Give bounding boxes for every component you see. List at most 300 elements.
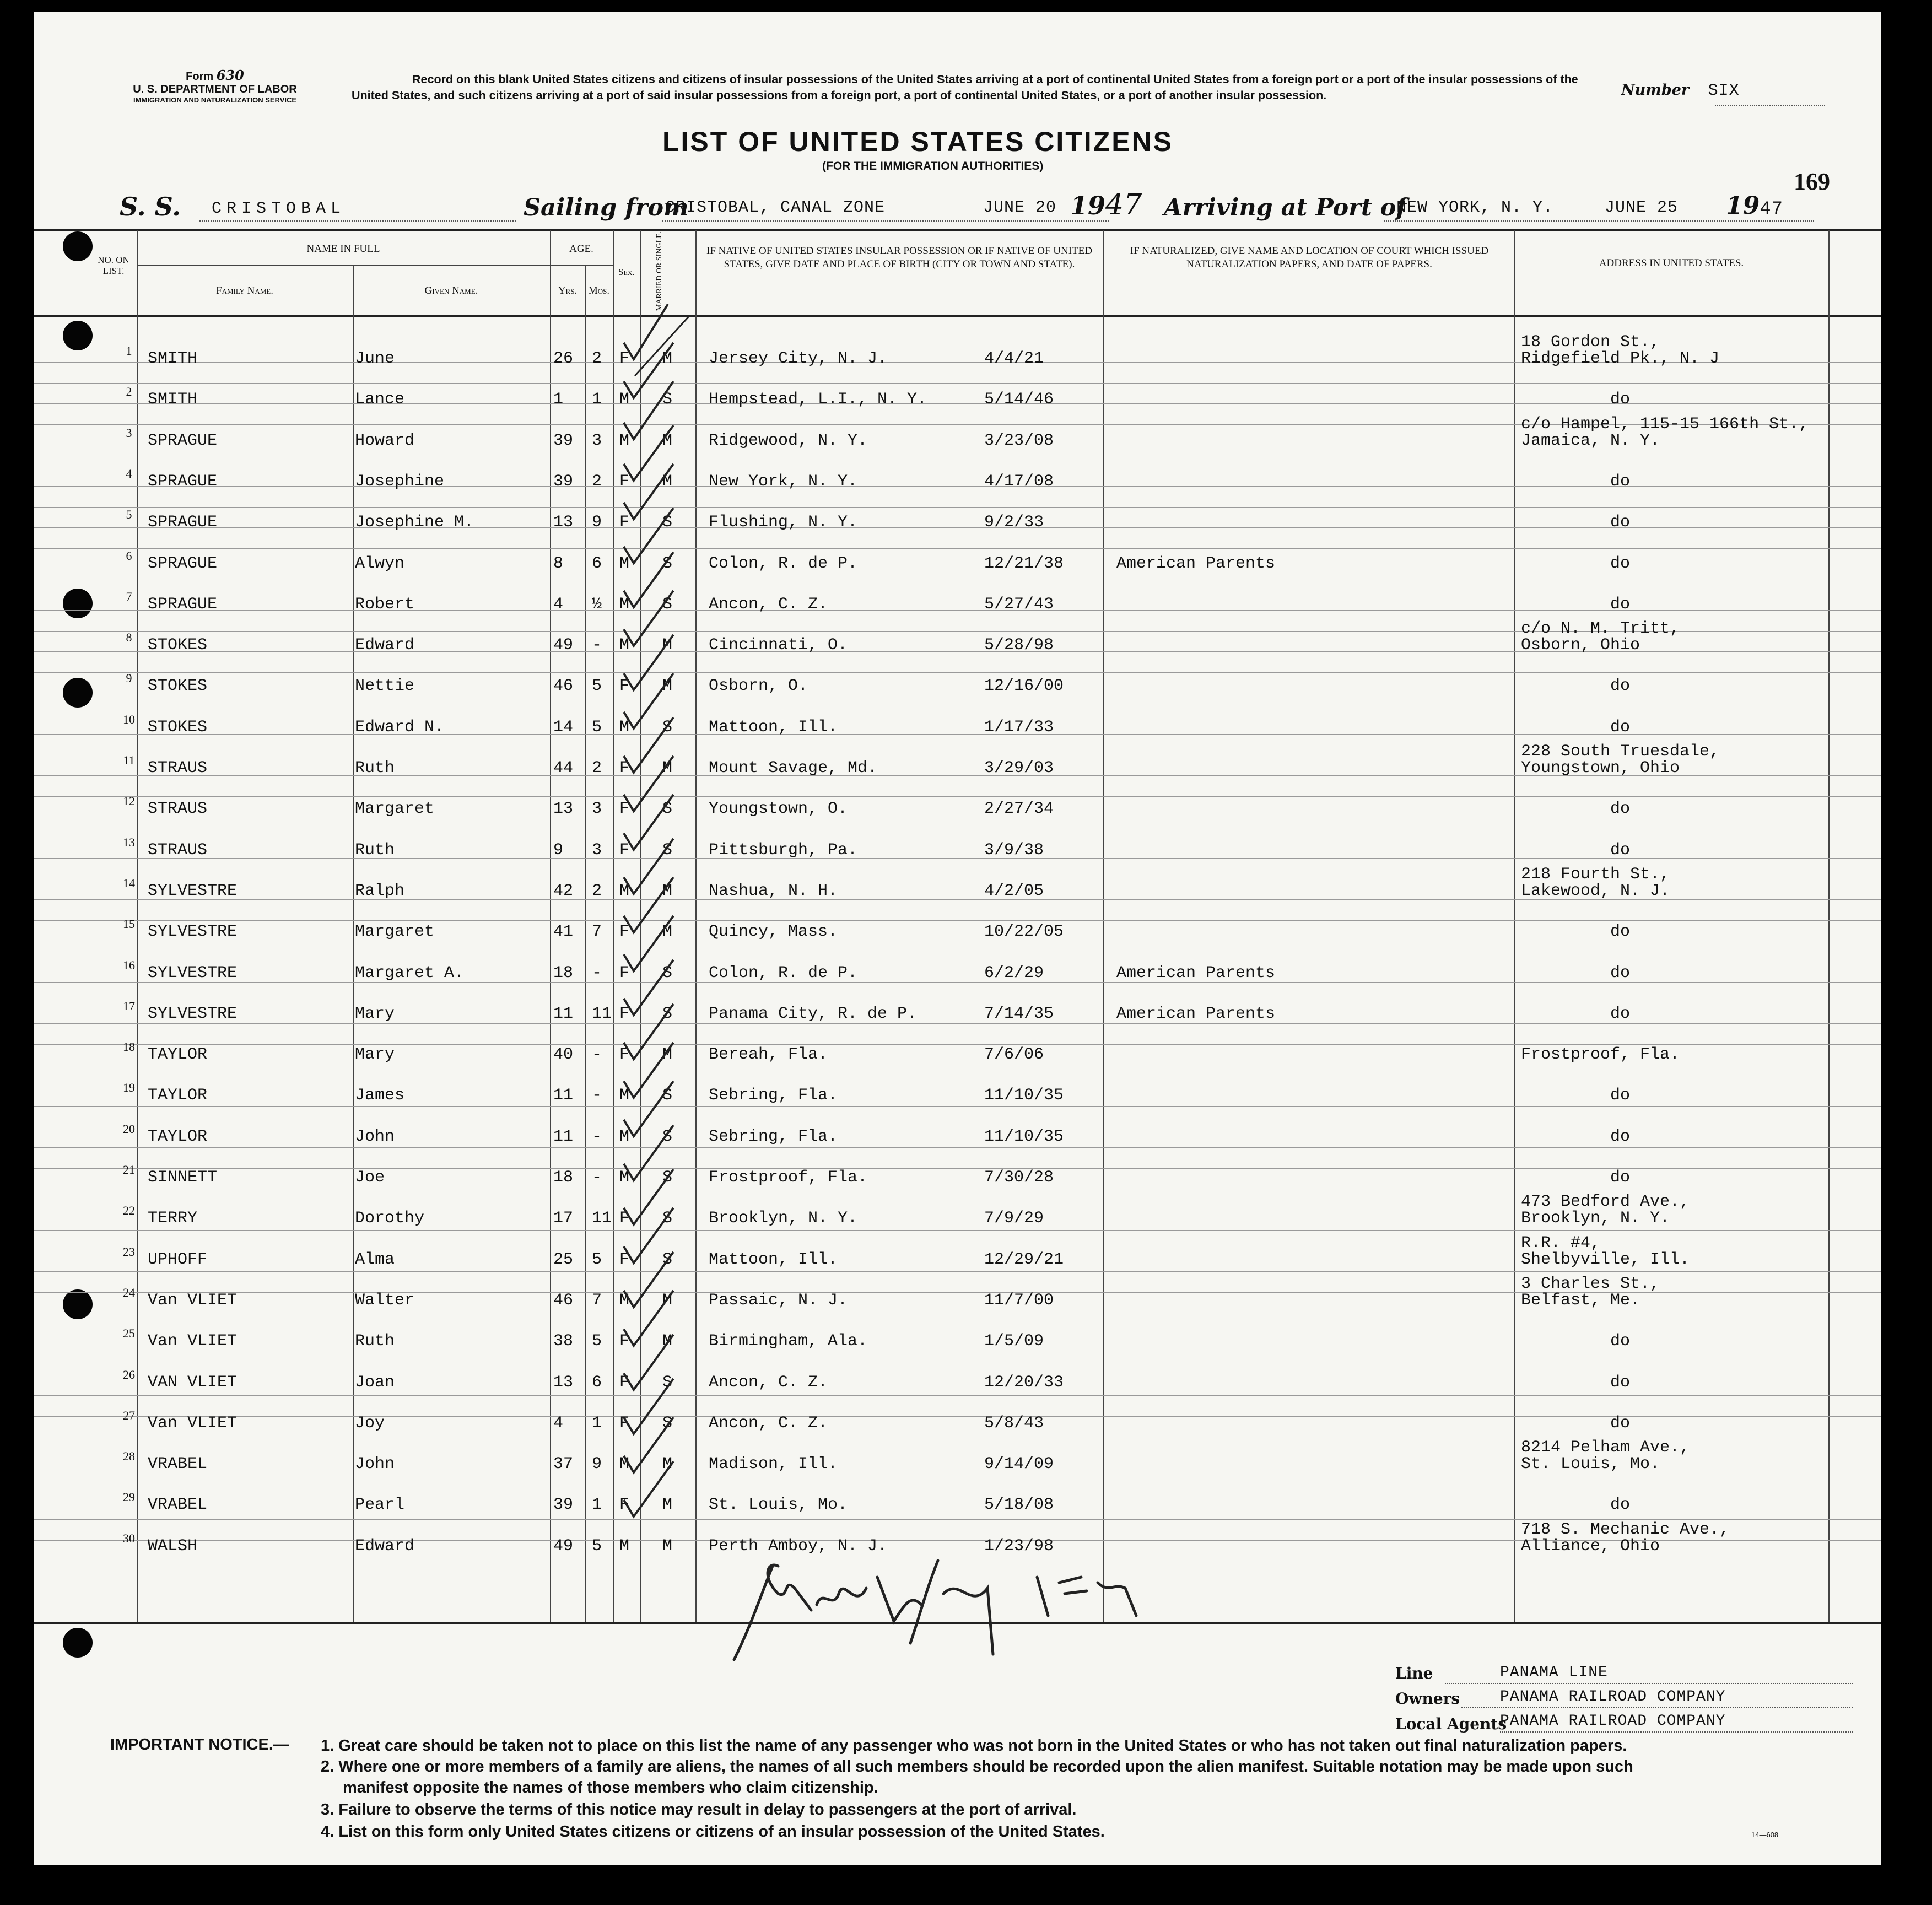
ruled-line — [34, 403, 1881, 404]
arriving-year-prefix: 19 — [1726, 192, 1760, 220]
row-sex: F — [619, 472, 630, 491]
row-family: STRAUS — [148, 759, 208, 778]
row-no: 1 — [126, 344, 132, 358]
ruled-line — [34, 507, 1881, 508]
row-addr1: 8214 Pelham Ave., — [1521, 1438, 1690, 1458]
row-yrs: 17 — [553, 1209, 574, 1228]
row-addr2: Belfast, Me. — [1521, 1291, 1640, 1310]
row-date: 6/2/29 — [984, 963, 1044, 983]
row-addr2: Alliance, Ohio — [1521, 1536, 1660, 1556]
row-ms: M — [662, 1496, 673, 1515]
ss-label: S. S. — [120, 192, 181, 222]
row-family: TERRY — [148, 1209, 198, 1228]
row-mos: 5 — [592, 1536, 602, 1556]
row-no: 18 — [123, 1040, 135, 1054]
notice-4: 4. List on this form only United States citizens or citizens of an insular possession of the United States. — [321, 1823, 1105, 1841]
row-sex: F — [619, 1496, 630, 1515]
line-underline — [1445, 1683, 1853, 1684]
row-yrs: 18 — [553, 963, 574, 983]
row-addr2: Lakewood, N. J. — [1521, 881, 1670, 900]
row-addr2: do — [1610, 595, 1631, 614]
row-given: Joe — [355, 1168, 385, 1187]
number-label: Number — [1621, 82, 1690, 99]
row-ms: M — [662, 1455, 673, 1474]
row-date: 10/22/05 — [984, 922, 1064, 942]
row-date: 5/28/98 — [984, 636, 1054, 655]
row-place: Ancon, C. Z. — [709, 1413, 828, 1433]
row-addr2: Youngstown, Ohio — [1521, 759, 1680, 778]
row-ms: S — [662, 513, 673, 532]
row-mos: 2 — [592, 759, 602, 778]
row-mos: 7 — [592, 922, 602, 942]
form-code: 14—608 — [1751, 1831, 1779, 1839]
row-yrs: 14 — [553, 717, 574, 737]
row-given: Margaret — [355, 922, 435, 942]
page-subtitle: (FOR THE IMMIGRATION AUTHORITIES) — [822, 160, 1044, 172]
row-ms: M — [662, 431, 673, 450]
row-given: Lance — [355, 390, 405, 409]
department-name: U. S. DEPARTMENT OF LABOR — [133, 83, 297, 95]
ruled-line — [34, 1044, 1881, 1045]
row-sex: M — [619, 881, 630, 900]
row-mos: 2 — [592, 472, 602, 491]
row-addr2: do — [1610, 1086, 1631, 1105]
row-family: SPRAGUE — [148, 595, 218, 614]
notice-3: 3. Failure to observe the terms of this notice may result in delay to passengers at the port of arrival. — [321, 1801, 1077, 1818]
row-yrs: 11 — [553, 1086, 574, 1105]
row-yrs: 41 — [553, 922, 574, 942]
row-date: 12/20/33 — [984, 1373, 1064, 1392]
row-ms: M — [662, 472, 673, 491]
col-header-married: MARRIED OR SINGLE. — [655, 231, 663, 311]
row-ms: M — [662, 677, 673, 696]
row-addr2: do — [1610, 1413, 1631, 1433]
row-date: 7/14/35 — [984, 1004, 1054, 1023]
row-date: 2/27/34 — [984, 800, 1054, 819]
notice-2a: 2. Where one or more members of a family are aliens, the names of all such members should be recorded upon the alien manifest. Suitable notation may be made upon such — [321, 1758, 1633, 1776]
row-ms: S — [662, 554, 673, 573]
row-sex: M — [619, 1127, 630, 1146]
age-subheader-rule — [550, 265, 613, 266]
row-yrs: 4 — [553, 1413, 564, 1433]
row-family: SPRAGUE — [148, 431, 218, 450]
ruled-line — [34, 920, 1881, 921]
service-name: IMMIGRATION AND NATURALIZATION SERVICE — [133, 96, 297, 104]
row-sex: F — [619, 1045, 630, 1065]
table-top-rule — [34, 229, 1881, 231]
row-addr2: do — [1610, 1373, 1631, 1392]
row-yrs: 8 — [553, 554, 564, 573]
number-field — [1621, 82, 1740, 100]
row-addr1: 18 Gordon St., — [1521, 333, 1660, 352]
row-sex: M — [619, 1291, 630, 1310]
row-addr1: c/o Hampel, 115-15 166th St., — [1521, 414, 1809, 434]
row-ms: S — [662, 1250, 673, 1269]
row-no: 15 — [123, 917, 135, 931]
row-given: Edward N. — [355, 717, 445, 737]
row-yrs: 42 — [553, 881, 574, 900]
row-sex: F — [619, 963, 630, 983]
row-date: 3/9/38 — [984, 840, 1044, 860]
row-date: 12/29/21 — [984, 1250, 1064, 1269]
row-family: VRABEL — [148, 1455, 208, 1474]
row-family: TAYLOR — [148, 1086, 208, 1105]
row-addr2: do — [1610, 963, 1631, 983]
ruled-line — [34, 1395, 1881, 1396]
row-date: 3/23/08 — [984, 431, 1054, 450]
row-family: SYLVESTRE — [148, 1004, 238, 1023]
row-place: Bereah, Fla. — [709, 1045, 828, 1065]
col-header-name: NAME IN FULL — [306, 243, 380, 255]
col-rule — [353, 265, 354, 1622]
row-no: 12 — [123, 794, 135, 808]
row-family: SPRAGUE — [148, 472, 218, 491]
row-ms: S — [662, 1373, 673, 1392]
ruled-line — [34, 734, 1881, 735]
row-addr1: 218 Fourth St., — [1521, 865, 1670, 884]
row-mos: 3 — [592, 800, 602, 819]
row-place: Youngstown, O. — [709, 800, 848, 819]
manifest-page — [34, 12, 1881, 1865]
ruled-line — [34, 796, 1881, 797]
row-no: 27 — [123, 1408, 135, 1422]
row-yrs: 49 — [553, 636, 574, 655]
row-mos: ½ — [592, 595, 602, 614]
row-no: 29 — [123, 1490, 135, 1504]
row-yrs: 18 — [553, 1168, 574, 1187]
row-ms: S — [662, 800, 673, 819]
ruled-line — [34, 383, 1881, 384]
ruled-line — [34, 610, 1881, 611]
row-no: 9 — [126, 671, 132, 686]
header-bottom-rule — [34, 315, 1881, 317]
row-place: Mattoon, Ill. — [709, 1250, 838, 1269]
row-yrs: 39 — [553, 472, 574, 491]
row-mos: 6 — [592, 554, 602, 573]
row-mos: 9 — [592, 1455, 602, 1474]
row-addr2: Brooklyn, N. Y. — [1521, 1209, 1670, 1228]
col-header-family: Family Name. — [216, 285, 273, 296]
row-no: 6 — [126, 548, 132, 563]
row-mos: - — [592, 636, 602, 655]
row-mos: 1 — [592, 1496, 602, 1515]
row-place: Colon, R. de P. — [709, 554, 858, 573]
row-addr2: Frostproof, Fla. — [1521, 1045, 1680, 1065]
row-mos: 11 — [592, 1209, 612, 1228]
row-no: 3 — [126, 425, 132, 440]
row-addr2: do — [1610, 1168, 1631, 1187]
row-ms: S — [662, 595, 673, 614]
line-field — [1395, 1664, 1433, 1682]
row-place: Quincy, Mass. — [709, 922, 838, 942]
row-ms: S — [662, 963, 673, 983]
row-place: New York, N. Y. — [709, 472, 858, 491]
arriving-year-suffix: 47 — [1760, 199, 1784, 220]
row-place: Hempstead, L.I., N. Y. — [709, 390, 927, 409]
col-header-given: Given Name. — [424, 285, 478, 296]
row-given: Ralph — [355, 881, 405, 900]
row-yrs: 39 — [553, 431, 574, 450]
row-sex: M — [619, 1536, 630, 1556]
row-given: June — [355, 349, 395, 368]
row-date: 4/4/21 — [984, 349, 1044, 368]
row-date: 5/18/08 — [984, 1496, 1054, 1515]
row-mos: 1 — [592, 390, 602, 409]
row-place: St. Louis, Mo. — [709, 1496, 848, 1515]
row-given: Josephine — [355, 472, 445, 491]
row-place: Sebring, Fla. — [709, 1086, 838, 1105]
row-addr2: do — [1610, 677, 1631, 696]
row-given: Ruth — [355, 840, 395, 860]
intro-text: Record on this blank United States citizens and citizens of insular possessions of the United States arriving at a port of continental United States from a foreign port or a port of the insular possessions of the United States, and such citizens arriving at a port of said insular possessions from a foreign port, a port of continental United States, or a port of another insular possession. — [352, 73, 1578, 102]
handwritten-check-marks — [618, 282, 728, 1616]
row-family: VRABEL — [148, 1496, 208, 1515]
row-ms: S — [662, 1413, 673, 1433]
row-addr1: R.R. #4, — [1521, 1233, 1601, 1253]
row-ms: M — [662, 349, 673, 368]
number-value: SIX — [1708, 82, 1740, 100]
row-mos: 9 — [592, 513, 602, 532]
row-addr2: Ridgefield Pk., N. J — [1521, 349, 1720, 368]
row-place: Mattoon, Ill. — [709, 717, 838, 737]
line-label: Line — [1395, 1664, 1433, 1682]
row-family: SYLVESTRE — [148, 881, 238, 900]
row-nat: American Parents — [1116, 963, 1276, 983]
row-no: 16 — [123, 958, 135, 972]
row-place: Nashua, N. H. — [709, 881, 838, 900]
row-given: Margaret — [355, 800, 435, 819]
row-ms: M — [662, 636, 673, 655]
row-addr2: Osborn, Ohio — [1521, 636, 1640, 655]
row-no: 25 — [123, 1326, 135, 1341]
col-header-no: NO. ON LIST. — [98, 255, 129, 276]
row-family: VAN VLIET — [148, 1373, 238, 1392]
row-place: Frostproof, Fla. — [709, 1168, 868, 1187]
col-header-age: AGE. — [569, 243, 593, 255]
row-no: 5 — [126, 508, 132, 522]
row-ms: M — [662, 1291, 673, 1310]
row-date: 11/10/35 — [984, 1086, 1064, 1105]
sailing-date: JUNE 20 — [983, 198, 1057, 217]
row-no: 24 — [123, 1285, 135, 1299]
row-family: SYLVESTRE — [148, 922, 238, 942]
row-family: STOKES — [148, 677, 208, 696]
row-no: 19 — [123, 1081, 135, 1095]
inspector-signature — [728, 1544, 1158, 1671]
row-no: 22 — [123, 1204, 135, 1218]
notice-2b: manifest opposite the names of those members who claim citizenship. — [343, 1779, 878, 1796]
row-mos: - — [592, 1168, 602, 1187]
sailing-year — [1070, 188, 1142, 222]
row-place: Perth Amboy, N. J. — [709, 1536, 888, 1556]
row-yrs: 39 — [553, 1496, 574, 1515]
col-rule — [585, 265, 586, 1622]
form-number: 630 — [216, 67, 244, 83]
ruled-line — [34, 527, 1881, 528]
row-sex: F — [619, 1250, 630, 1269]
row-date: 11/7/00 — [984, 1291, 1054, 1310]
row-mos: 11 — [592, 1004, 612, 1023]
row-family: Van VLIET — [148, 1332, 238, 1351]
col-rule — [1514, 230, 1515, 1622]
row-sex: M — [619, 1455, 630, 1474]
row-sex: F — [619, 677, 630, 696]
ruled-line — [34, 858, 1881, 859]
row-place: Pittsburgh, Pa. — [709, 840, 858, 860]
ruled-line — [34, 548, 1881, 549]
row-place: Birmingham, Ala. — [709, 1332, 868, 1351]
row-date: 7/6/06 — [984, 1045, 1044, 1065]
row-addr2: do — [1610, 800, 1631, 819]
row-yrs: 1 — [553, 390, 564, 409]
sailing-year-prefix: 19 — [1070, 191, 1106, 220]
row-place: Colon, R. de P. — [709, 963, 858, 983]
row-yrs: 46 — [553, 1291, 574, 1310]
punch-hole — [63, 1289, 93, 1319]
row-family: SMITH — [148, 390, 198, 409]
row-sex: M — [619, 636, 630, 655]
row-addr2: St. Louis, Mo. — [1521, 1455, 1660, 1474]
row-no: 4 — [126, 466, 132, 481]
row-yrs: 4 — [553, 595, 564, 614]
row-date: 3/29/03 — [984, 759, 1054, 778]
row-yrs: 40 — [553, 1045, 574, 1065]
row-no: 17 — [123, 999, 135, 1013]
sailing-year-suffix: 47 — [1105, 188, 1142, 222]
col-rule — [550, 230, 551, 1622]
row-addr2: Jamaica, N. Y. — [1521, 431, 1660, 450]
row-place: Jersey City, N. J. — [709, 349, 888, 368]
ship-underline — [199, 220, 516, 222]
row-date: 4/17/08 — [984, 472, 1054, 491]
punch-hole — [63, 1628, 93, 1658]
row-given: Nettie — [355, 677, 415, 696]
row-mos: 5 — [592, 1250, 602, 1269]
row-sex: F — [619, 840, 630, 860]
row-no: 30 — [123, 1531, 135, 1545]
col-header-address: ADDRESS IN UNITED STATES. — [1599, 257, 1744, 269]
row-mos: - — [592, 1127, 602, 1146]
col-header-sex: Sex. — [618, 267, 635, 277]
col-rule — [1828, 230, 1830, 1622]
owners-field — [1395, 1690, 1460, 1708]
row-given: Edward — [355, 1536, 415, 1556]
row-place: Cincinnati, O. — [709, 636, 848, 655]
row-addr1: 473 Bedford Ave., — [1521, 1192, 1690, 1212]
col-header-mos: Mos. — [588, 285, 610, 296]
ruled-line — [34, 486, 1881, 487]
row-mos: 5 — [592, 717, 602, 737]
row-family: SPRAGUE — [148, 513, 218, 532]
row-addr2: do — [1610, 390, 1631, 409]
col-rule — [1103, 230, 1104, 1622]
name-subheader-rule — [137, 265, 550, 266]
row-mos: 2 — [592, 349, 602, 368]
notice-1: 1. Great care should be taken not to place on this list the name of any passenger who was not born in the United States or who has not taken out final naturalization papers. — [321, 1737, 1627, 1755]
row-family: STOKES — [148, 636, 208, 655]
sailing-label: Sailing from — [524, 194, 689, 222]
punch-hole — [63, 321, 93, 350]
row-sex: F — [619, 1413, 630, 1433]
col-rule — [613, 230, 614, 1622]
row-addr2: do — [1610, 840, 1631, 860]
owners-value: PANAMA RAILROAD COMPANY — [1500, 1688, 1726, 1706]
row-given: Walter — [355, 1291, 415, 1310]
row-addr2: do — [1610, 472, 1631, 491]
row-nat: American Parents — [1116, 1004, 1276, 1023]
row-no: 26 — [123, 1367, 135, 1381]
punch-hole — [63, 231, 93, 261]
row-place: Madison, Ill. — [709, 1455, 838, 1474]
row-ms: M — [662, 922, 673, 942]
row-family: STOKES — [148, 717, 208, 737]
row-date: 12/21/38 — [984, 554, 1064, 573]
agents-underline — [1500, 1731, 1853, 1733]
row-addr2: do — [1610, 1127, 1631, 1146]
row-date: 1/23/98 — [984, 1536, 1054, 1556]
row-place: Flushing, N. Y. — [709, 513, 858, 532]
arriving-underline — [1384, 220, 1814, 222]
row-given: Dorothy — [355, 1209, 425, 1228]
row-ms: M — [662, 881, 673, 900]
row-family: Van VLIET — [148, 1291, 238, 1310]
number-underline — [1715, 105, 1825, 106]
row-mos: - — [592, 1045, 602, 1065]
ruled-line — [34, 1147, 1881, 1148]
row-ms: M — [662, 1536, 673, 1556]
row-yrs: 13 — [553, 513, 574, 532]
row-no: 8 — [126, 630, 132, 645]
row-yrs: 38 — [553, 1332, 574, 1351]
page-title: LIST OF UNITED STATES CITIZENS — [662, 126, 1174, 157]
row-yrs: 49 — [553, 1536, 574, 1556]
row-mos: 3 — [592, 840, 602, 860]
row-mos: 7 — [592, 1291, 602, 1310]
row-no: 14 — [123, 876, 135, 890]
row-given: John — [355, 1455, 395, 1474]
row-ms: M — [662, 1045, 673, 1065]
sailing-port: CRISTOBAL, CANAL ZONE — [665, 198, 886, 217]
row-yrs: 26 — [553, 349, 574, 368]
notice-label: IMPORTANT NOTICE.— — [110, 1736, 289, 1753]
row-no: 7 — [126, 589, 132, 603]
row-ms: S — [662, 1168, 673, 1187]
row-addr2: do — [1610, 1496, 1631, 1515]
row-given: Alwyn — [355, 554, 405, 573]
row-yrs: 11 — [553, 1127, 574, 1146]
row-family: Van VLIET — [148, 1413, 238, 1433]
row-given: Ruth — [355, 1332, 395, 1351]
row-mos: 6 — [592, 1373, 602, 1392]
row-no: 11 — [123, 753, 135, 767]
ruled-line — [34, 1230, 1881, 1231]
ruled-line — [34, 1168, 1881, 1169]
row-family: STRAUS — [148, 840, 208, 860]
ship-name: CRISTOBAL — [212, 199, 346, 218]
row-yrs: 37 — [553, 1455, 574, 1474]
row-mos: - — [592, 963, 602, 983]
row-mos: 5 — [592, 677, 602, 696]
row-no: 2 — [126, 385, 132, 399]
row-family: WALSH — [148, 1536, 198, 1556]
arriving-label: Arriving at Port of — [1164, 194, 1406, 222]
row-given: Howard — [355, 431, 415, 450]
row-date: 11/10/35 — [984, 1127, 1064, 1146]
row-ms: M — [662, 759, 673, 778]
col-header-naturalized: IF NATURALIZED, GIVE NAME AND LOCATION OF COURT WHICH ISSUED NATURALIZATION PAPERS, AND DATE OF PAPERS. — [1130, 245, 1489, 270]
row-sex: F — [619, 349, 630, 368]
row-given: Josephine M. — [355, 513, 474, 532]
